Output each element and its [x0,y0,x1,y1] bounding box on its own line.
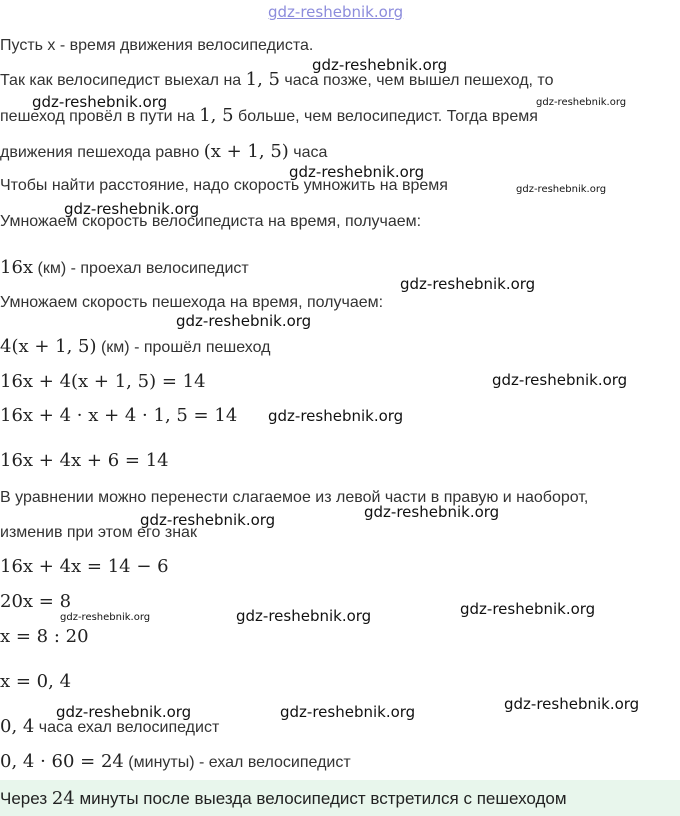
math-inline: (x + 1, 5) [203,141,289,162]
text-span: движения пешехода равно [0,144,204,161]
text-line-10: В уравнении можно перенести слагаемое из левой части в правую и наоборот, [0,489,589,506]
text-span: больше, чем велосипедист. Тогда время [233,108,538,125]
watermark: gdz-reshebnik.org [492,371,628,389]
text-line-11: изменив при этом его знак [0,524,197,541]
text-span: Через [0,789,52,808]
watermark-top[interactable]: gdz-reshebnik.org [268,3,404,21]
watermark: gdz-reshebnik.org [176,312,312,330]
text-line-13 [0,752,351,773]
watermark: gdz-reshebnik.org [140,511,276,529]
watermark: gdz-reshebnik.org [504,695,640,713]
equation-3: 16x + 4x + 6 = 14 [0,450,169,471]
equation-6: x = 8 : 20 [0,626,89,647]
watermark: gdz-reshebnik.org [60,612,151,623]
text-span: Так как велосипедист выехал на [0,72,246,89]
text-span: часа ехал велосипедист [34,719,220,736]
math-inline: 16x [0,257,34,278]
watermark: gdz-reshebnik.org [64,200,200,218]
watermark: gdz-reshebnik.org [236,607,372,625]
equation-7: x = 0, 4 [0,671,72,692]
text-span: (км) - прошёл пешеход [96,339,271,356]
text-span: (км) - проехал велосипедист [33,260,249,277]
text-line-7 [0,258,249,279]
equation-1: 16x + 4(x + 1, 5) = 14 [0,371,206,392]
text-line-4 [0,142,327,163]
text-line-8: Умножаем скорость пешехода на время, получаем: [0,294,384,311]
equation-4: 16x + 4x = 14 − 6 [0,556,169,577]
math-inline: 1, 5 [245,69,280,90]
text-line-5: Чтобы найти расстояние, надо скорость умножить на время [0,177,448,194]
watermark: gdz-reshebnik.org [312,56,448,74]
equation-5: 20x = 8 [0,591,72,612]
watermark: gdz-reshebnik.org [32,93,168,111]
math-inline: 0, 4 · 60 = 24 [0,751,124,772]
watermark: gdz-reshebnik.org [364,503,500,521]
equation-2: 16x + 4 · x + 4 · 1, 5 = 14 [0,405,238,426]
math-inline: 4(x + 1, 5) [0,336,97,357]
text-line-6: Умножаем скорость велосипедиста на время, получаем: [0,213,422,230]
watermark: gdz-reshebnik.org [268,407,404,425]
watermark: gdz-reshebnik.org [280,703,416,721]
watermark: gdz-reshebnik.org [400,275,536,293]
text-span: минуты после выезда велосипедист встретился с пешеходом [74,789,567,808]
watermark: gdz-reshebnik.org [56,703,192,721]
text-span: часа позже, чем вышел пешеход, то [279,72,554,89]
math-inline: 24 [51,788,75,809]
text-line-9 [0,337,270,358]
watermark: gdz-reshebnik.org [516,184,607,195]
watermark: gdz-reshebnik.org [460,600,596,618]
text-line-1: Пусть x - время движения велосипедиста. [0,37,314,54]
text-span: (минуты) - ехал велосипедист [123,754,351,771]
text-span: пешеход провёл в пути на [0,108,200,125]
watermark: gdz-reshebnik.org [289,163,425,181]
text-line-2 [0,70,553,91]
text-span: часа [288,144,328,161]
answer-text [0,788,567,810]
watermark: gdz-reshebnik.org [536,97,627,108]
math-inline: 0, 4 [0,716,35,737]
math-inline: 1, 5 [199,105,234,126]
